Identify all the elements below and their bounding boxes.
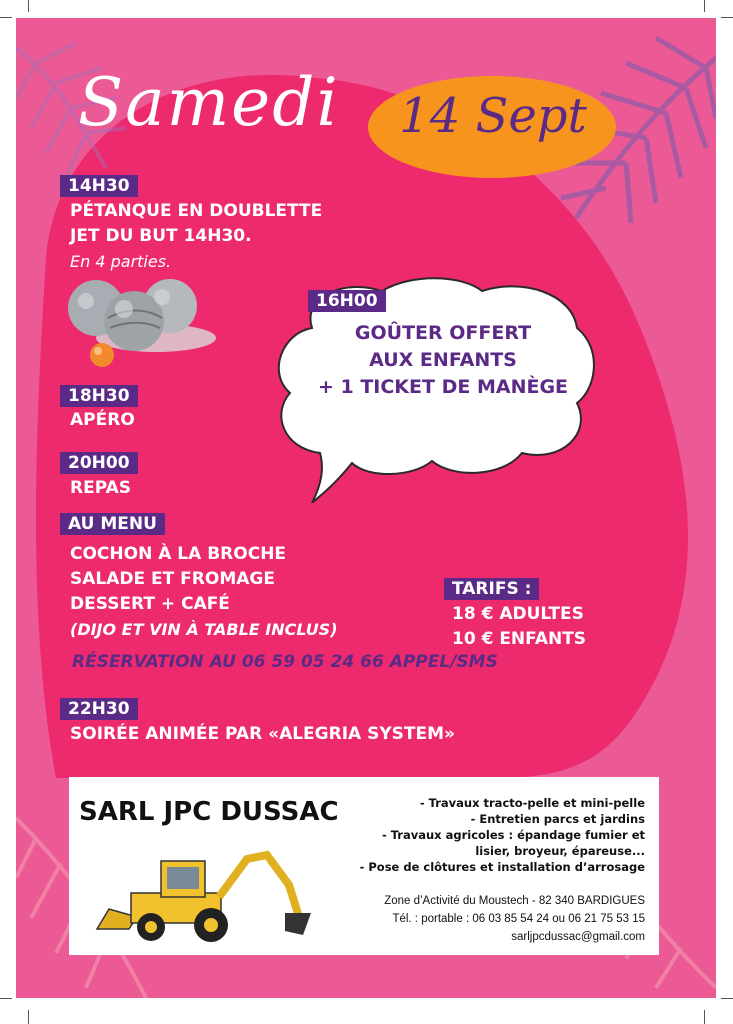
apero-label: APÉRO [70, 410, 135, 430]
sponsor-ad [69, 777, 659, 955]
crop-mark [0, 17, 12, 18]
title-day: Samedi [78, 64, 340, 141]
crop-mark [704, 1010, 705, 1024]
sponsor-email[interactable]: sarljpcdussac@gmail.com [511, 931, 645, 943]
time-badge-2230: 22H30 [60, 698, 138, 720]
time-badge-1830: 18H30 [60, 385, 138, 407]
gouter-line-1: GOÛTER OFFERT [354, 322, 532, 344]
menu-item: DESSERT + CAFÉ [70, 594, 230, 614]
petanque-balls-icon [66, 273, 216, 373]
title-date: 14 Sept [399, 88, 587, 144]
sponsor-services [360, 795, 645, 875]
time-badge-1600: 16H00 [308, 290, 386, 312]
time-badge-1430: 14H30 [60, 175, 138, 197]
menu-heading: AU MENU [60, 513, 165, 535]
menu-item: COCHON À LA BROCHE [70, 544, 287, 564]
reservation-line: RÉSERVATION AU 06 59 05 24 66 APPEL/SMS [72, 652, 498, 672]
tarif-children: 10 € ENFANTS [452, 629, 587, 649]
petanque-note: En 4 parties. [70, 252, 172, 271]
gouter-line-2: AUX ENFANTS [369, 349, 517, 371]
sponsor-contact [384, 892, 645, 946]
tarifs-heading: TARIFS : [444, 578, 539, 600]
service-line: - Entretien parcs et jardins [470, 812, 645, 826]
sponsor-address: Zone d’Activité du Moustech - 82 340 BARDIGUES [384, 895, 645, 907]
sponsor-phone: Tél. : portable : 06 03 85 54 24 ou 06 21 75 53 15 [392, 913, 645, 925]
time-badge-2000: 20H00 [60, 452, 138, 474]
tarif-adults: 18 € ADULTES [452, 604, 584, 624]
service-line: lisier, broyeur, épareuse... [475, 844, 645, 858]
service-line: - Travaux agricoles : épandage fumier et [381, 828, 645, 842]
crop-mark [0, 998, 12, 999]
crop-mark [704, 0, 705, 12]
crop-mark [28, 1010, 29, 1024]
sponsor-name: SARL JPC DUSSAC [79, 797, 339, 827]
soiree-label: SOIRÉE ANIMÉE PAR «ALEGRIA SYSTEM» [70, 724, 456, 744]
gouter-line-3: + 1 TICKET DE MANÈGE [317, 376, 569, 398]
menu-item: SALADE ET FROMAGE [70, 569, 275, 589]
petanque-line-1: PÉTANQUE EN DOUBLETTE [70, 201, 323, 221]
menu-item: (DIJO ET VIN À TABLE INCLUS) [70, 620, 338, 639]
backhoe-loader-icon [89, 847, 319, 947]
repas-label: REPAS [70, 478, 132, 498]
service-line: - Travaux tracto-pelle et mini-pelle [419, 796, 645, 810]
crop-mark [28, 0, 29, 12]
service-line: - Pose de clôtures et installation d’arrosage [359, 860, 645, 874]
crop-mark [721, 17, 733, 18]
crop-mark [721, 998, 733, 999]
petanque-line-2: JET DU BUT 14H30. [70, 226, 252, 246]
